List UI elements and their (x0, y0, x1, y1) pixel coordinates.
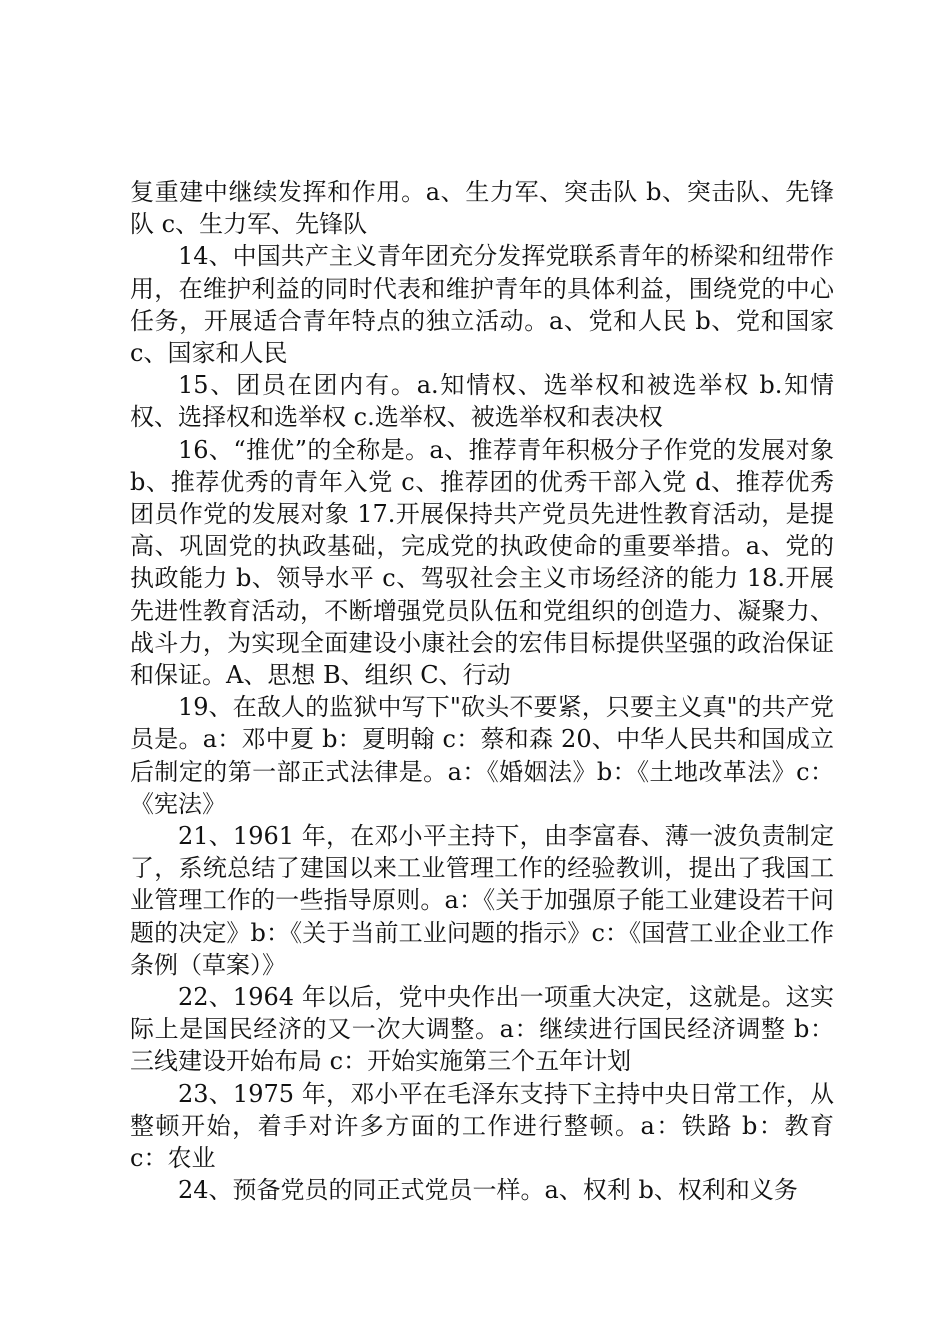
paragraph-question-16-18: 16、“推优”的全称是。a、推荐青年积极分子作党的发展对象 b、推荐优秀的青年入党 c、推荐团的优秀干部入党 d、推荐优秀团员作党的发展对象 17.开展保持共产党员先进性教育活动，是提高、巩固党的执政基础，完成党的执政使命的重要举措。a、党的执政能力 b、领导水平 c、驾驭社会主义市场经济的能力 18.开展先进性教育活动，不断增强党员队伍和党组织的创造力、凝聚力、战斗力，为实现全面建设小康社会的宏伟目标提供坚强的政治保证和保证。A、思想 B、组织 C、行动 (130, 435, 834, 690)
paragraph-question-19-20: 19、在敌人的监狱中写下"砍头不要紧，只要主义真"的共产党员是。a：邓中夏 b：夏明翰 c：蔡和森 20、中华人民共和国成立后制定的第一部正式法律是。a：《婚姻法》b：《土地改革法》c：《宪法》 (130, 693, 834, 818)
paragraph-question-15: 15、团员在团内有。a.知情权、选举权和被选举权 b.知情权、选择权和选举权 c.选举权、被选举权和表决权 (130, 371, 834, 432)
paragraph-question-21: 21、1961 年，在邓小平主持下，由李富春、薄一波负责制定了，系统总结了建国以来工业管理工作的经验教训，提出了我国工业管理工作的一些指导原则。a：《关于加强原子能工业建设若干问题的决定》b：《关于当前工业问题的指示》c：《国营工业企业工作条例（草案）》 (130, 822, 834, 979)
paragraph-question-22: 22、1964 年以后，党中央作出一项重大决定，这就是。这实际上是国民经济的又一次大调整。a：继续进行国民经济调整 b：三线建设开始布局 c：开始实施第三个五年计划 (130, 983, 834, 1076)
paragraph-question-14: 14、中国共产主义青年团充分发挥党联系青年的桥梁和纽带作用，在维护利益的同时代表和维护青年的具体利益，围绕党的中心任务，开展适合青年特点的独立活动。a、党和人民 b、党和国家 c、国家和人民 (130, 242, 834, 368)
paragraph-continuation-13: 复重建中继续发挥和作用。a、生力军、突击队 b、突击队、先锋队 c、生力军、先锋队 (130, 178, 834, 239)
paragraph-question-24: 24、预备党员的同正式党员一样。a、权利 b、权利和义务 (178, 1176, 798, 1205)
document-page (130, 176, 834, 1207)
paragraph-question-23: 23、1975 年，邓小平在毛泽东支持下主持中央日常工作，从整顿开始，着手对许多方面的工作进行整顿。a：铁路 b：教育 c：农业 (130, 1079, 834, 1173)
